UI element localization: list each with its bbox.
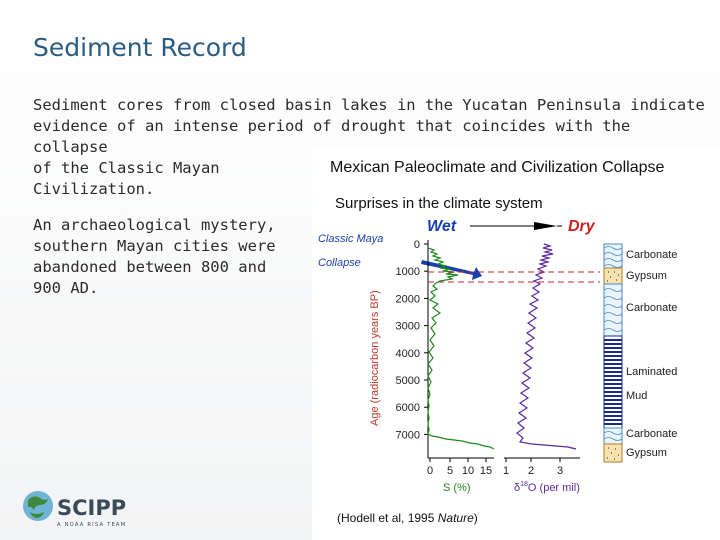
stratum-laminated-mud [604, 336, 622, 428]
figure-title: Mexican Paleoclimate and Civilization Collapse [330, 159, 665, 176]
logo-tagline: A NOAA RISA TEAM [57, 522, 127, 528]
dry-label: Dry [568, 218, 595, 235]
y-axis-tick-label: 5000 [395, 375, 420, 387]
citation-suffix: ) [473, 511, 478, 525]
lamina-band [604, 411, 622, 413]
stratum-label: Carbonate [626, 249, 678, 261]
x2-axis-tick-label: 1 [502, 465, 510, 477]
figure-subtitle: Surprises in the climate system [335, 195, 543, 212]
lamina-band [604, 419, 622, 421]
y-axis-tick-label: 1000 [395, 266, 420, 279]
sulfur-curve [428, 248, 494, 449]
wet-dry-arrow-left-head [534, 222, 557, 230]
stratum-gypsum-top [604, 268, 622, 284]
y-axis-tick-label: 3000 [395, 320, 420, 333]
citation-prefix: (Hodell et al, 1995 [337, 511, 438, 525]
lamina-band [604, 395, 622, 397]
y-axis-tick-label: 0 [413, 239, 420, 251]
lamina-band [604, 355, 622, 357]
paleoclimate-figure-svg [312, 148, 720, 540]
x1-axis-tick-label: 0 [426, 465, 434, 477]
stratum-carbonate-middle [604, 284, 622, 336]
stratum-label: Carbonate [626, 428, 678, 440]
lamina-band [604, 375, 622, 377]
lamina-band [604, 359, 622, 361]
paragraph-intro-line: Sediment cores from closed basin lakes in the Yucatan Peninsula indicate [33, 96, 705, 114]
x1-axis-tick-label: 15 [479, 465, 493, 477]
x1-axis-tick-label: 5 [446, 465, 454, 477]
lamina-band [604, 387, 622, 389]
paragraph-mystery-line: abandoned between 800 and [33, 258, 267, 276]
x2-axis-tick-label: 3 [556, 465, 564, 477]
paragraph-mystery-line: An archaeological mystery, [33, 216, 276, 234]
paragraph-intro-line: evidence of an intense period of drought that coincides with the collapse [33, 117, 631, 156]
paleoclimate-figure [312, 148, 720, 540]
lamina-band [604, 379, 622, 381]
x1-axis-label: S (%) [443, 482, 471, 494]
stratum-gypsum-bottom [604, 444, 622, 462]
stratum-carbonate-bottom [604, 428, 622, 444]
paragraph-intro-line: of the Classic Mayan [33, 159, 220, 177]
x2-axis-label-delta: δ [514, 482, 521, 494]
x2-axis-label-rest: O (per mil) [527, 482, 580, 494]
event-label-line2: Collapse [318, 257, 361, 269]
lamina-band [604, 423, 622, 425]
y-axis-ticks [396, 239, 428, 441]
lamina-band [604, 383, 622, 385]
event-arrow [421, 260, 482, 280]
citation-journal: Nature [437, 511, 474, 525]
y-axis-tick-label: 4000 [395, 347, 420, 360]
x2-axis-label-sup: 18 [520, 481, 528, 488]
oxygen-curve [517, 244, 576, 449]
y-axis-tick-label: 2000 [395, 293, 420, 306]
wet-label: Wet [427, 218, 457, 235]
x2-axis-tick-label: 2 [527, 465, 535, 477]
y-axis-tick-label: 6000 [395, 402, 420, 415]
scipp-logo [20, 488, 160, 528]
lamina-band [604, 403, 622, 405]
x2-axis-ticks [503, 458, 563, 477]
paragraph-intro-line: Civilization. [33, 180, 155, 198]
stratum-label: Carbonate [626, 302, 678, 314]
lamina-band [604, 371, 622, 373]
paragraph-mystery-line: 900 AD. [33, 279, 99, 297]
lamina-band [604, 351, 622, 353]
paragraph-mystery-line: southern Mayan cities were [33, 237, 276, 255]
lamina-band [604, 415, 622, 417]
lamina-band [604, 391, 622, 393]
x1-axis-tick-label: 10 [461, 465, 475, 477]
lamina-band [604, 339, 622, 341]
x2-axis-label [514, 481, 580, 494]
lamina-band [604, 363, 622, 365]
stratum-label: Gypsum [626, 270, 667, 282]
logo-wordmark: SCIPP [57, 496, 127, 520]
lamina-band [604, 367, 622, 369]
scipp-logo-svg [20, 488, 160, 528]
y-axis-tick-label: 7000 [395, 429, 420, 442]
lamina-band [604, 343, 622, 345]
figure-citation [337, 511, 478, 525]
lamina-band [604, 407, 622, 409]
y-axis-label: Age (radiocarbon years BP) [369, 290, 381, 426]
stratum-label: Laminated [626, 366, 678, 378]
lamina-band [604, 399, 622, 401]
event-label-line1: Classic Maya [318, 233, 384, 245]
stratum-label: Gypsum [626, 447, 667, 459]
x1-axis-ticks [427, 458, 492, 477]
stratigraphic-column [604, 244, 622, 462]
lamina-band [604, 347, 622, 349]
slide-title: Sediment Record [33, 33, 247, 62]
paragraph-mystery [33, 215, 308, 299]
stratum-label: Mud [626, 390, 648, 402]
